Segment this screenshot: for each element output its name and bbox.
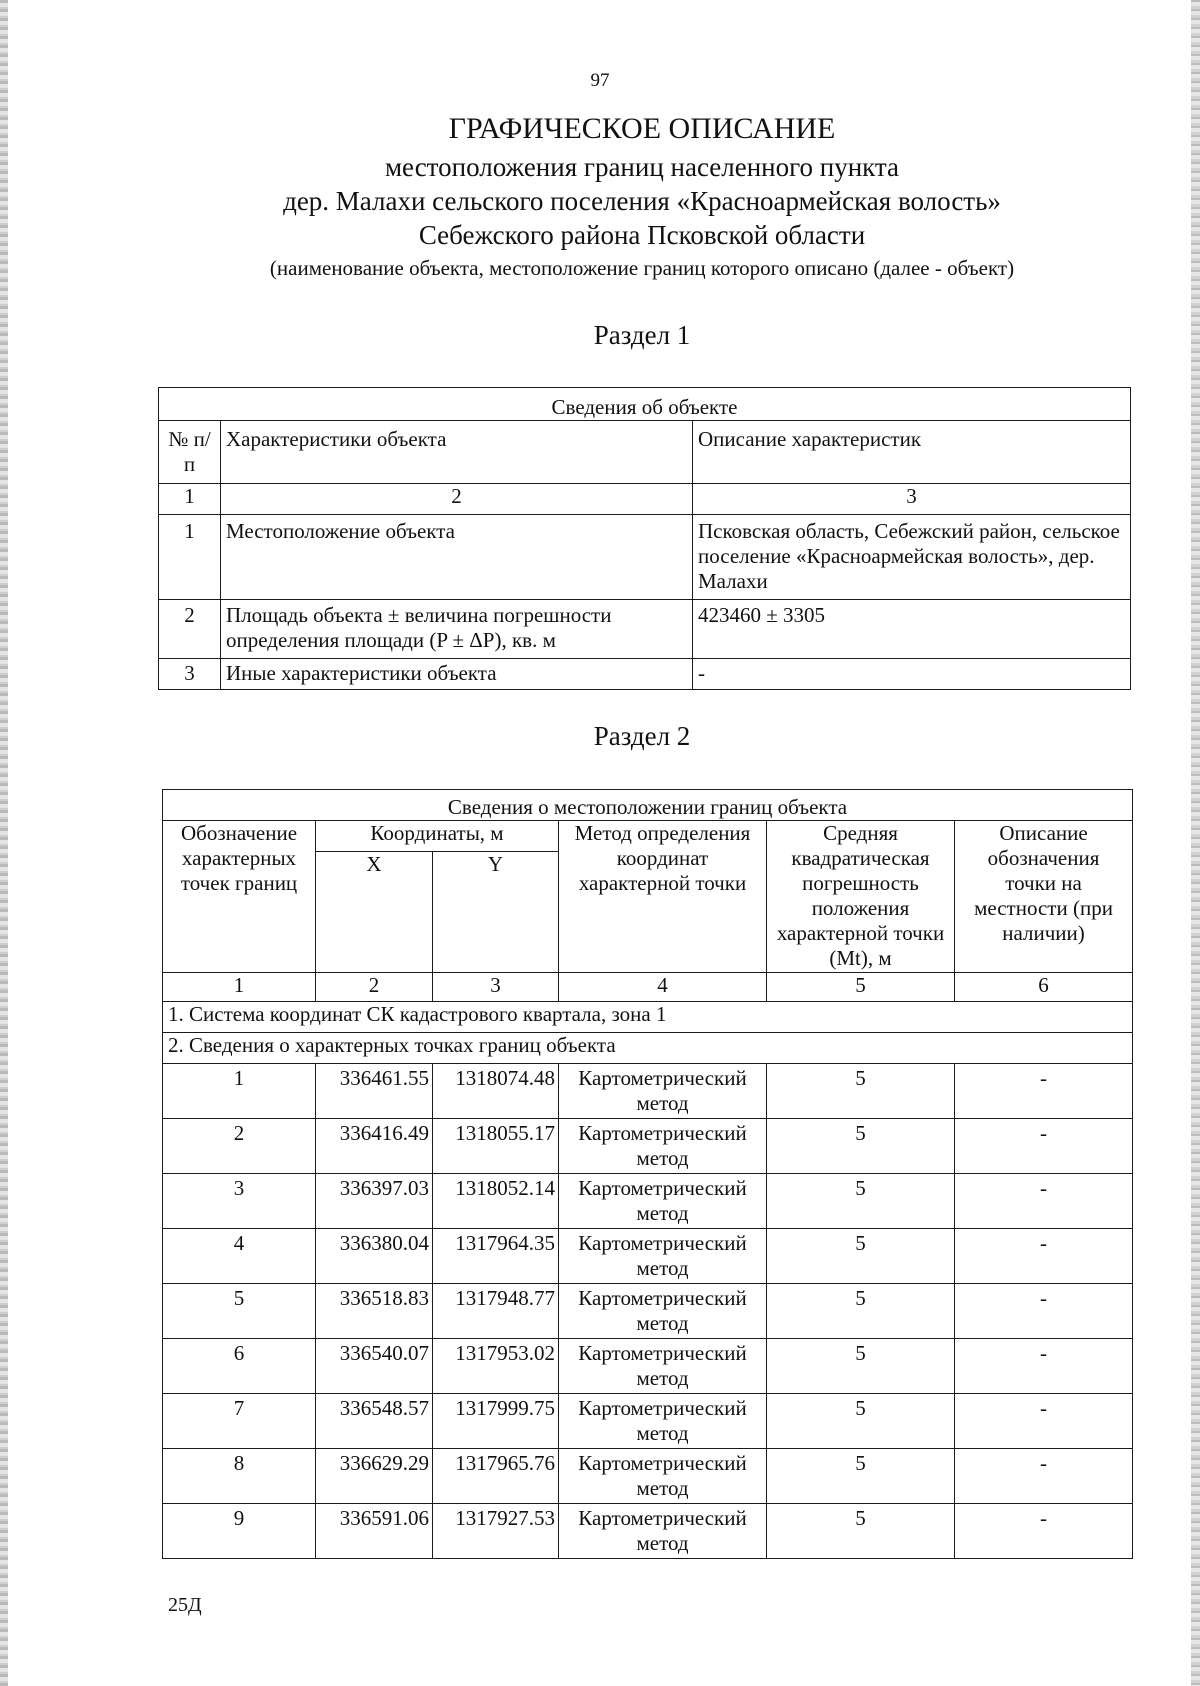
column-header-description: Описание характеристик xyxy=(693,421,1131,484)
point-y: 1317927.53 xyxy=(433,1504,559,1559)
point-method: Картометрический метод xyxy=(559,1284,767,1339)
table-row xyxy=(163,1339,1133,1394)
column-index: 3 xyxy=(433,973,559,1002)
object-name-note: (наименование объекта, местоположение границ которого описано (далее - объект) xyxy=(269,256,1015,280)
row-characteristic: Местоположение объекта xyxy=(221,515,693,600)
point-y: 1318052.14 xyxy=(433,1174,559,1229)
coordinate-system-row: 1. Система координат СК кадастрового квартала, зона 1 xyxy=(163,1002,1133,1033)
point-id: 7 xyxy=(163,1394,316,1449)
column-index: 3 xyxy=(693,484,1131,515)
point-id: 9 xyxy=(163,1504,316,1559)
table-row xyxy=(159,659,1131,690)
point-description: - xyxy=(955,1064,1133,1119)
point-method: Картометрический метод xyxy=(559,1174,767,1229)
row-description: 423460 ± 3305 xyxy=(693,600,1131,659)
point-accuracy: 5 xyxy=(767,1394,955,1449)
point-x: 336416.49 xyxy=(316,1119,433,1174)
point-accuracy: 5 xyxy=(767,1504,955,1559)
point-description: - xyxy=(955,1449,1133,1504)
table-row xyxy=(163,1394,1133,1449)
point-y: 1317964.35 xyxy=(433,1229,559,1284)
point-x: 336461.55 xyxy=(316,1064,433,1119)
point-description: - xyxy=(955,1504,1133,1559)
column-index: 4 xyxy=(559,973,767,1002)
table-row xyxy=(159,600,1131,659)
column-index: 2 xyxy=(316,973,433,1002)
point-y: 1317999.75 xyxy=(433,1394,559,1449)
column-index: 6 xyxy=(955,973,1133,1002)
point-id: 1 xyxy=(163,1064,316,1119)
point-accuracy: 5 xyxy=(767,1119,955,1174)
point-accuracy: 5 xyxy=(767,1174,955,1229)
object-info-caption: Сведения об объекте xyxy=(159,388,1131,421)
point-accuracy: 5 xyxy=(767,1229,955,1284)
column-header-y: Y xyxy=(433,852,559,973)
point-description: - xyxy=(955,1229,1133,1284)
column-index: 1 xyxy=(159,484,221,515)
section-1-heading: Раздел 1 xyxy=(593,320,691,350)
column-header-coordinates: Координаты, м xyxy=(316,821,559,852)
column-header-number: № п/п xyxy=(159,421,221,484)
boundary-points-heading-row: 2. Сведения о характерных точках границ объекта xyxy=(163,1033,1133,1064)
point-method: Картометрический метод xyxy=(559,1229,767,1284)
column-index: 2 xyxy=(221,484,693,515)
point-id: 6 xyxy=(163,1339,316,1394)
row-number: 3 xyxy=(159,659,221,690)
column-index: 1 xyxy=(163,973,316,1002)
column-header-characteristic: Характеристики объекта xyxy=(221,421,693,484)
point-y: 1317965.76 xyxy=(433,1449,559,1504)
point-x: 336397.03 xyxy=(316,1174,433,1229)
point-description: - xyxy=(955,1119,1133,1174)
point-x: 336380.04 xyxy=(316,1229,433,1284)
table-row xyxy=(163,1174,1133,1229)
point-accuracy: 5 xyxy=(767,1064,955,1119)
table-row xyxy=(163,1064,1133,1119)
table-row xyxy=(163,1119,1133,1174)
boundary-points-table xyxy=(162,789,1133,1559)
point-method: Картометрический метод xyxy=(559,1064,767,1119)
point-description: - xyxy=(955,1284,1133,1339)
point-method: Картометрический метод xyxy=(559,1394,767,1449)
document-title: ГРАФИЧЕСКОЕ ОПИСАНИЕ xyxy=(448,112,836,145)
column-header-method: Метод определения координат характерной точки xyxy=(559,821,767,973)
column-header-point: Обозначение характерных точек границ xyxy=(163,821,316,973)
point-method: Картометрический метод xyxy=(559,1119,767,1174)
point-x: 336591.06 xyxy=(316,1504,433,1559)
point-x: 336540.07 xyxy=(316,1339,433,1394)
document-subtitle-line-3: Себежского района Псковской области xyxy=(418,220,866,250)
object-info-table xyxy=(158,387,1131,690)
column-header-x: X xyxy=(316,852,433,973)
point-x: 336629.29 xyxy=(316,1449,433,1504)
row-number: 1 xyxy=(159,515,221,600)
row-characteristic: Площадь объекта ± величина погрешности определения площади (P ± ΔP), кв. м xyxy=(221,600,693,659)
point-y: 1318074.48 xyxy=(433,1064,559,1119)
point-accuracy: 5 xyxy=(767,1339,955,1394)
point-method: Картометрический метод xyxy=(559,1504,767,1559)
footer-code: 25Д xyxy=(168,1594,202,1616)
column-index: 5 xyxy=(767,973,955,1002)
point-accuracy: 5 xyxy=(767,1449,955,1504)
point-description: - xyxy=(955,1394,1133,1449)
point-id: 4 xyxy=(163,1229,316,1284)
point-id: 3 xyxy=(163,1174,316,1229)
table-row xyxy=(159,515,1131,600)
point-id: 5 xyxy=(163,1284,316,1339)
point-id: 8 xyxy=(163,1449,316,1504)
boundary-info-caption: Сведения о местоположении границ объекта xyxy=(163,790,1133,821)
row-number: 2 xyxy=(159,600,221,659)
row-description: - xyxy=(693,659,1131,690)
scan-edge-right xyxy=(1191,0,1200,1686)
column-header-accuracy: Средняя квадратическая погрешность положения характерной точки (Mt), м xyxy=(767,821,955,973)
table-row xyxy=(163,1284,1133,1339)
point-x: 336548.57 xyxy=(316,1394,433,1449)
point-accuracy: 5 xyxy=(767,1284,955,1339)
table-row xyxy=(163,1449,1133,1504)
point-method: Картометрический метод xyxy=(559,1449,767,1504)
document-subtitle-line-2: дер. Малахи сельского поселения «Красноармейская волость» xyxy=(283,186,1001,216)
point-method: Картометрический метод xyxy=(559,1339,767,1394)
document-subtitle-line-1: местоположения границ населенного пункта xyxy=(384,152,900,182)
point-y: 1317953.02 xyxy=(433,1339,559,1394)
point-id: 2 xyxy=(163,1119,316,1174)
table-row xyxy=(163,1504,1133,1559)
point-description: - xyxy=(955,1174,1133,1229)
point-y: 1317948.77 xyxy=(433,1284,559,1339)
point-y: 1318055.17 xyxy=(433,1119,559,1174)
row-characteristic: Иные характеристики объекта xyxy=(221,659,693,690)
column-header-point-description: Описание обозначения точки на местности (при наличии) xyxy=(955,821,1133,973)
page-number: 97 xyxy=(590,70,610,91)
table-row xyxy=(163,1229,1133,1284)
point-x: 336518.83 xyxy=(316,1284,433,1339)
point-description: - xyxy=(955,1339,1133,1394)
scan-edge-left xyxy=(0,0,8,1686)
section-2-heading: Раздел 2 xyxy=(593,721,691,751)
row-description: Псковская область, Себежский район, сельское поселение «Красноармейская волость», дер. Малахи xyxy=(693,515,1131,600)
